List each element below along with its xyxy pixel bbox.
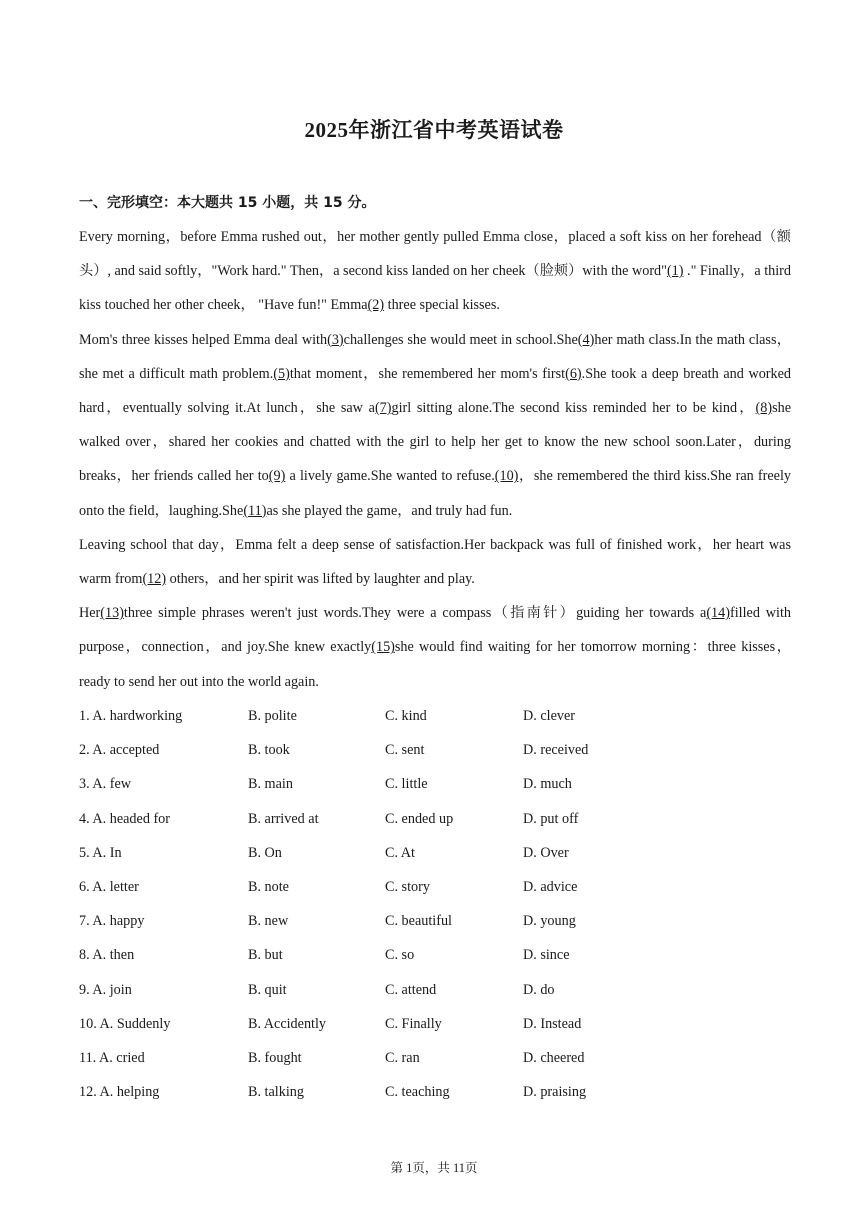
page-title: 2025年浙江省中考英语试卷: [304, 118, 564, 142]
blank-number: (15): [371, 639, 395, 656]
option-d: D. Instead: [523, 1015, 582, 1032]
option-b: B. polite: [248, 708, 297, 724]
question-options-row: [79, 802, 791, 836]
blank-number: (4): [577, 331, 595, 348]
option-d: D. clever: [523, 708, 575, 724]
blank-number: (2): [367, 297, 385, 314]
option-c: C. attend: [385, 981, 437, 998]
section-heading: 一、完形填空：本大题共 15 小题，共 15 分。: [79, 195, 376, 211]
option-b: B. arrived at: [248, 810, 319, 827]
option-a: 6. A. letter: [79, 878, 139, 895]
option-d: D. put off: [523, 810, 579, 827]
passage-text: ." Finally，a third kiss touched her other cheek， "Have fun!" Emma: [79, 263, 791, 314]
option-c: C. At: [385, 844, 415, 861]
option-b: B. main: [248, 776, 293, 793]
option-c: C. little: [385, 776, 428, 793]
question-options-row: [79, 973, 791, 1007]
passage-text: ，she remembered the third kiss.She ran freely onto the field，laughing.She: [79, 468, 791, 519]
option-c: C. ran: [385, 1049, 420, 1066]
cloze-passage: [79, 220, 791, 699]
blank-number: (3): [327, 331, 344, 348]
question-options-row: [79, 733, 791, 767]
passage-text: as she played the game，and truly had fun.: [266, 502, 513, 519]
blank-number: (9): [268, 468, 286, 485]
passage-text: Every morning，before Emma rushed out，her mother gently pulled Emma close，placed a soft kiss on her forehead（额头）, and said softly，"Work hard." Then，a second kiss landed on her cheek（脸颊）with the word": [79, 229, 791, 280]
blank-number: (7): [374, 400, 392, 417]
option-a: 3. A. few: [79, 776, 132, 793]
option-a: 9. A. join: [79, 981, 132, 998]
question-options-row: [79, 1075, 791, 1109]
passage-text: Her: [79, 605, 101, 622]
blank-number: (6): [565, 365, 582, 382]
option-d: D. praising: [523, 1084, 587, 1101]
option-d: D. much: [523, 776, 572, 793]
passage-text: she walked over，shared her cookies and chatted with the girl to help her get to know the new school soon.Later，during breaks，her friends called her to: [79, 400, 791, 485]
option-c: C. kind: [385, 708, 427, 724]
option-b: B. new: [248, 913, 289, 930]
option-a: 8. A. then: [79, 947, 135, 964]
passage-text: others，and her spirit was lifted by laughter and play.: [166, 571, 475, 588]
question-options-row: [79, 870, 791, 904]
passage-text: three simple phrases weren't just words.They were a compass（指南针）guiding her towards a: [123, 605, 707, 622]
passage-text: girl sitting alone.The second kiss reminded her to be kind，: [391, 400, 756, 417]
passage-text: that moment，she remembered her mom's first: [289, 365, 566, 382]
blank-number: (11): [243, 502, 267, 519]
passage-text: .She took a deep breath and worked hard，eventually solving it.At lunch，she saw a: [79, 365, 792, 417]
option-a: 11. A. cried: [79, 1049, 145, 1066]
question-options-row: [79, 836, 791, 870]
option-b: B. Accidently: [248, 1015, 327, 1032]
question-options-row: [79, 767, 791, 801]
blank-number: (5): [273, 365, 290, 382]
option-c: C. ended up: [385, 810, 454, 827]
passage-paragraph: [79, 220, 791, 323]
option-a: 1. A. hardworking: [79, 708, 183, 724]
option-a: 2. A. accepted: [79, 742, 160, 759]
option-a: 12. A. helping: [79, 1084, 160, 1101]
passage-text: three special kisses.: [384, 297, 500, 314]
option-b: B. note: [248, 878, 289, 895]
option-c: C. story: [385, 878, 430, 895]
passage-text: Mom's three kisses helped Emma deal with: [79, 331, 328, 348]
question-options-row: [79, 1007, 791, 1041]
option-d: D. advice: [523, 878, 578, 895]
passage-text: a lively game.She wanted to refuse.: [285, 468, 495, 485]
question-options-row: [79, 1041, 791, 1075]
question-options-row: [79, 938, 791, 972]
blank-number: (8): [755, 400, 773, 417]
option-a: 5. A. In: [79, 844, 122, 861]
option-a: 10. A. Suddenly: [79, 1015, 171, 1032]
option-c: C. sent: [385, 742, 425, 759]
blank-number: (12): [142, 571, 167, 588]
passage-text: challenges she would meet in school.She: [343, 331, 578, 348]
option-d: D. young: [523, 913, 576, 930]
passage-text: Leaving school that day，Emma felt a deep sense of satisfaction.Her backpack was full of finished work，her heart was warm from: [79, 536, 791, 588]
passage-text: she would find waiting for her tomorrow morning：three kisses，ready to send her out into the world again.: [79, 639, 791, 690]
option-b: B. fought: [248, 1049, 302, 1066]
question-options-row: [79, 904, 791, 938]
option-b: B. took: [248, 742, 290, 759]
option-a: 4. A. headed for: [79, 810, 171, 827]
option-c: C. beautiful: [385, 913, 452, 930]
option-d: D. since: [523, 947, 570, 964]
blank-number: (1): [666, 263, 684, 280]
option-b: B. On: [248, 844, 282, 861]
option-b: B. talking: [248, 1084, 304, 1101]
option-c: C. Finally: [385, 1015, 442, 1032]
question-options-row: [79, 699, 791, 733]
blank-number: (14): [706, 605, 730, 622]
passage-paragraph: [79, 323, 791, 528]
option-b: B. but: [248, 947, 283, 964]
option-c: C. teaching: [385, 1084, 450, 1101]
page-footer: 第 1页，共 11页: [390, 1161, 478, 1175]
option-c: C. so: [385, 947, 415, 964]
option-d: D. cheered: [523, 1049, 585, 1066]
passage-text: filled with purpose，connection，and joy.She knew exactly: [79, 605, 791, 656]
blank-number: (13): [100, 605, 124, 622]
option-d: D. do: [523, 981, 555, 998]
answer-options: [79, 699, 791, 1109]
option-a: 7. A. happy: [79, 913, 145, 930]
blank-number: (10): [494, 468, 519, 485]
option-d: D. Over: [523, 844, 569, 861]
option-b: B. quit: [248, 981, 287, 998]
passage-text: her math class.In the math class，she met a difficult math problem.: [79, 331, 791, 382]
passage-paragraph: [79, 528, 791, 596]
option-d: D. received: [523, 742, 589, 759]
passage-paragraph: [79, 596, 791, 699]
